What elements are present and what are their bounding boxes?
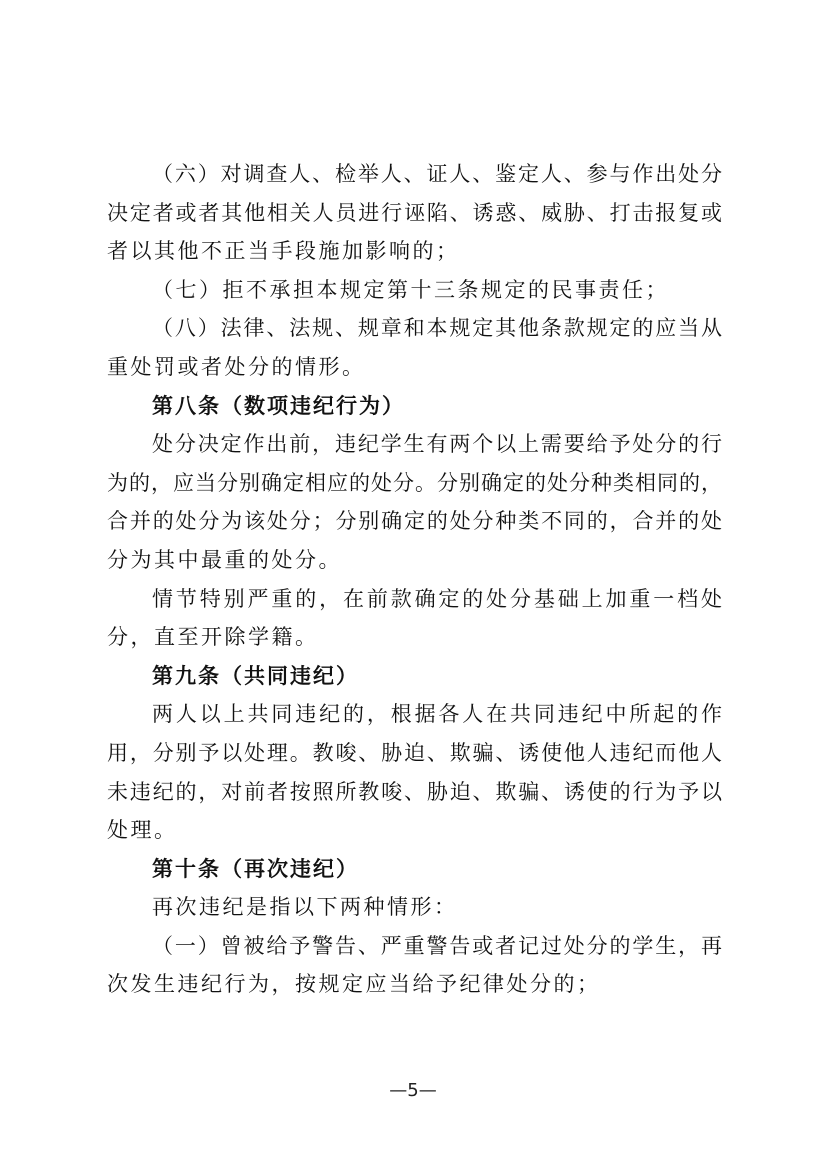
text-line: 为的，应当分别确定相应的处分。分别确定的处分种类相同的， <box>107 470 722 495</box>
text-line: 次发生违纪行为，按规定应当给予纪律处分的； <box>107 972 601 997</box>
text-line: 合并的处分为该处分；分别确定的处分种类不同的，合并的处 <box>107 509 722 534</box>
text-line: （八）法律、法规、规章和本规定其他条款规定的应当从 <box>152 316 722 341</box>
article-heading: 第九条（共同违纪） <box>152 663 359 688</box>
document-body <box>107 155 722 1004</box>
text-line: （七）拒不承担本规定第十三条规定的民事责任； <box>152 277 669 302</box>
text-line: 情节特别严重的，在前款确定的处分基础上加重一档处 <box>152 586 722 611</box>
article-heading: 第八条（数项违纪行为） <box>152 393 405 418</box>
text-line: 者以其他不正当手段施加影响的； <box>107 239 460 264</box>
text-line: 处分决定作出前，违纪学生有两个以上需要给予处分的行 <box>152 432 722 457</box>
text-line: （六）对调查人、检举人、证人、鉴定人、参与作出处分 <box>152 162 722 186</box>
text-line: 用，分别予以处理。教唆、胁迫、欺骗、诱使他人违纪而他人 <box>107 740 722 765</box>
article-heading: 第十条（再次违纪） <box>152 856 359 881</box>
text-line: 未违纪的，对前者按照所教唆、胁迫、欺骗、诱使的行为予以 <box>107 779 722 804</box>
text-line: 处理。 <box>107 818 178 843</box>
page-number: —5— <box>389 1080 437 1101</box>
text-line: 两人以上共同违纪的，根据各人在共同违纪中所起的作 <box>152 702 722 727</box>
text-line: （一）曾被给予警告、严重警告或者记过处分的学生，再 <box>152 933 722 958</box>
text-line: 再次违纪是指以下两种情形： <box>152 895 458 920</box>
text-line: 重处罚或者处分的情形。 <box>107 354 366 379</box>
text-line: 分，直至开除学籍。 <box>107 625 319 650</box>
text-line: 分为其中最重的处分。 <box>107 547 342 572</box>
text-line: 决定者或者其他相关人员进行诬陷、诱惑、威胁、打击报复或 <box>107 200 722 225</box>
